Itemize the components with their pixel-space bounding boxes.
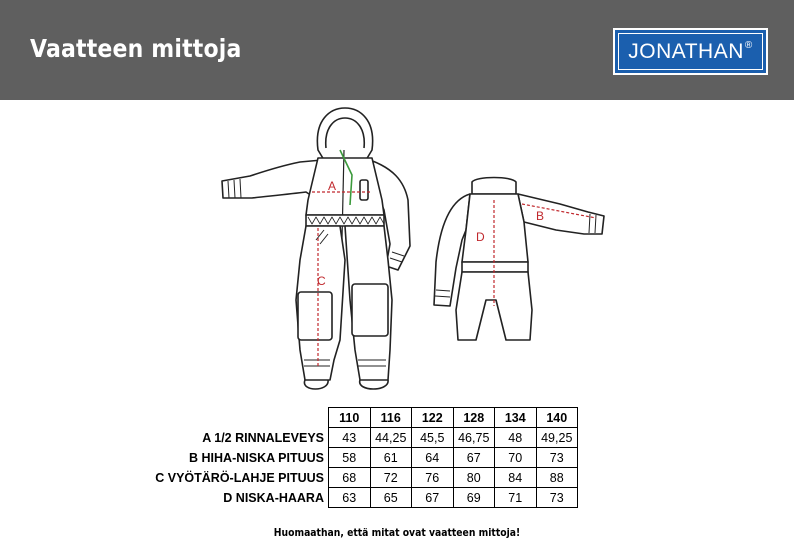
table-cell: 76 xyxy=(412,468,454,488)
overall-measurement-diagram xyxy=(0,100,794,400)
table-cell: 70 xyxy=(495,448,537,468)
measurement-note: Huomaathan, että mitat ovat vaatteen mittoja! xyxy=(273,527,521,539)
table-cell: 72 xyxy=(370,468,412,488)
label-c: C xyxy=(317,274,326,288)
row-label: B HIHA-NISKA PITUUS xyxy=(189,450,324,465)
table-cell: 65 xyxy=(370,488,412,508)
hood xyxy=(317,108,372,160)
row-label: C VYÖTÄRÖ-LAHJE PITUUS xyxy=(155,470,324,485)
table-cell: 80 xyxy=(453,468,495,488)
back-right-sleeve xyxy=(518,194,604,234)
size-header: 128 xyxy=(453,408,495,428)
row-label: A 1/2 RINNALEVEYS xyxy=(202,430,324,445)
torso xyxy=(306,158,384,215)
brand-name: JONATHAN xyxy=(628,39,744,63)
brand-logo-text xyxy=(618,33,763,70)
table-row xyxy=(120,448,578,468)
table-cell: 73 xyxy=(536,448,578,468)
size-header: 116 xyxy=(370,408,412,428)
back-torso xyxy=(462,194,528,262)
label-b: B xyxy=(536,209,545,223)
overall-back-view xyxy=(434,178,604,341)
left-sleeve xyxy=(222,160,322,200)
table-cell: 71 xyxy=(495,488,537,508)
table-cell: 48 xyxy=(495,428,537,448)
label-a: A xyxy=(328,179,337,193)
size-header-row xyxy=(120,408,578,428)
table-cell: 61 xyxy=(370,448,412,468)
table-cell: 43 xyxy=(329,428,371,448)
label-d: D xyxy=(476,230,485,244)
table-cell: 64 xyxy=(412,448,454,468)
size-table xyxy=(120,407,578,508)
table-cell: 73 xyxy=(536,488,578,508)
table-cell: 58 xyxy=(329,448,371,468)
table-cell: 63 xyxy=(329,488,371,508)
table-cell: 84 xyxy=(495,468,537,488)
row-label: D NISKA-HAARA xyxy=(223,490,324,505)
back-collar xyxy=(472,178,516,195)
table-cell: 46,75 xyxy=(453,428,495,448)
table-row xyxy=(120,428,578,448)
table-cell: 88 xyxy=(536,468,578,488)
brand-logo xyxy=(613,28,768,75)
page-title: Vaatteen mittoja xyxy=(30,34,242,63)
header-bar xyxy=(0,0,794,100)
table-cell: 49,25 xyxy=(536,428,578,448)
registered-mark: ® xyxy=(744,40,753,51)
table-row xyxy=(120,488,578,508)
overall-front-view xyxy=(222,108,410,389)
table-cell: 67 xyxy=(412,488,454,508)
size-header: 140 xyxy=(536,408,578,428)
table-cell: 67 xyxy=(453,448,495,468)
table-cell: 69 xyxy=(453,488,495,508)
header-blank-cell xyxy=(120,408,329,428)
size-header: 122 xyxy=(412,408,454,428)
table-row xyxy=(120,468,578,488)
table-cell: 44,25 xyxy=(370,428,412,448)
table-cell: 45,5 xyxy=(412,428,454,448)
table-cell: 68 xyxy=(329,468,371,488)
size-header: 110 xyxy=(329,408,371,428)
size-header: 134 xyxy=(495,408,537,428)
